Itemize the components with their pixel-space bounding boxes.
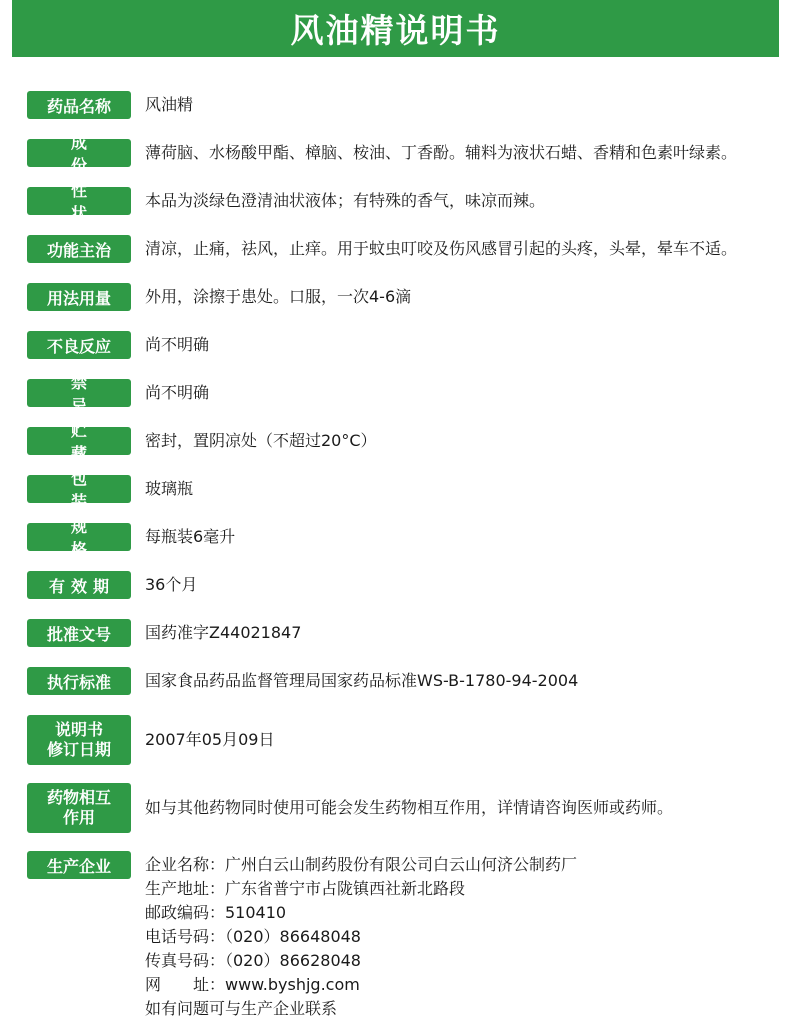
manufacturer-website: 网 址：www.byshjg.com bbox=[145, 975, 360, 994]
value-appearance: 本品为淡绿色澄清油状液体；有特殊的香气，味凉而辣。 bbox=[145, 191, 546, 210]
value-standard: 国家食品药品监督管理局国家药品标准WS-B-1780-94-2004 bbox=[145, 671, 579, 690]
manufacturer-postal-code: 邮政编码：510410 bbox=[145, 903, 287, 922]
page-title: 风油精说明书 bbox=[290, 11, 501, 50]
row-dosage bbox=[27, 283, 411, 311]
label-dosage: 用法用量 bbox=[27, 283, 131, 311]
label-approval-number: 批准文号 bbox=[27, 619, 131, 647]
value-dosage: 外用，涂擦于患处。口服，一次4-6滴 bbox=[145, 287, 412, 306]
value-approval-number: 国药准字Z44021847 bbox=[145, 623, 302, 642]
label-drug-interactions bbox=[27, 783, 131, 833]
value-packaging: 玻璃瓶 bbox=[145, 479, 194, 498]
manufacturer-phone: 电话号码：（020）86648048 bbox=[145, 927, 361, 946]
label-shelf-life: 有效期 bbox=[27, 571, 131, 599]
row-shelf-life bbox=[27, 571, 197, 599]
row-drug-name bbox=[27, 91, 193, 119]
manufacturer-company-name: 企业名称：广州白云山制药股份有限公司白云山何济公制药厂 bbox=[145, 855, 578, 874]
row-revision-date bbox=[27, 715, 274, 765]
label-storage: 贮 藏 bbox=[27, 427, 131, 455]
row-manufacturer bbox=[27, 851, 577, 1021]
value-adverse-reactions: 尚不明确 bbox=[145, 335, 210, 354]
row-approval-number bbox=[27, 619, 301, 647]
label-revision-date-line1: 说明书 bbox=[54, 720, 103, 739]
row-adverse-reactions bbox=[27, 331, 209, 359]
row-drug-interactions bbox=[27, 783, 673, 833]
row-storage bbox=[27, 421, 377, 463]
row-standard bbox=[27, 667, 578, 695]
label-appearance: 性 状 bbox=[27, 187, 131, 215]
label-ingredients: 成 份 bbox=[27, 139, 131, 167]
label-revision-date-line2: 修订日期 bbox=[46, 740, 111, 759]
value-drug-interactions: 如与其他药物同时使用可能会发生药物相互作用，详情请咨询医师或药师。 bbox=[145, 798, 674, 817]
label-packaging: 包 装 bbox=[27, 475, 131, 503]
value-revision-date: 2007年05月09日 bbox=[145, 730, 275, 749]
row-ingredients bbox=[27, 133, 738, 175]
value-storage: 密封，置阴凉处（不超过20°C） bbox=[145, 431, 377, 450]
row-indications bbox=[27, 235, 737, 263]
value-contraindications: 尚不明确 bbox=[145, 383, 210, 402]
label-drug-interactions-line1: 药物相互 bbox=[46, 788, 111, 807]
label-indications: 功能主治 bbox=[27, 235, 131, 263]
manufacturer-fax: 传真号码：（020）86628048 bbox=[145, 951, 361, 970]
page-header bbox=[12, 0, 779, 57]
label-drug-interactions-line2: 作用 bbox=[62, 808, 95, 827]
label-manufacturer: 生产企业 bbox=[27, 851, 131, 879]
row-contraindications bbox=[27, 373, 210, 415]
row-appearance bbox=[27, 181, 546, 223]
label-standard: 执行标准 bbox=[27, 667, 131, 695]
value-shelf-life: 36个月 bbox=[145, 575, 198, 594]
value-indications: 清凉，止痛，祛风，止痒。用于蚊虫叮咬及伤风感冒引起的头疼，头晕，晕车不适。 bbox=[145, 239, 738, 258]
value-specification: 每瓶装6毫升 bbox=[145, 527, 236, 546]
label-revision-date bbox=[27, 715, 131, 765]
value-ingredients: 薄荷脑、水杨酸甲酯、樟脑、桉油、丁香酚。辅料为液状石蜡、香精和色素叶绿素。 bbox=[145, 143, 738, 162]
manufacturer-address: 生产地址：广东省普宁市占陇镇西社新北路段 bbox=[145, 879, 466, 898]
row-packaging bbox=[27, 469, 194, 511]
value-drug-name: 风油精 bbox=[145, 95, 194, 114]
label-contraindications: 禁 忌 bbox=[27, 379, 131, 407]
row-specification bbox=[27, 517, 236, 559]
label-specification: 规 格 bbox=[27, 523, 131, 551]
label-drug-name: 药品名称 bbox=[27, 91, 131, 119]
manufacturer-contact-note: 如有问题可与生产企业联系 bbox=[145, 999, 338, 1018]
label-adverse-reactions: 不良反应 bbox=[27, 331, 131, 359]
manufacturer-details bbox=[145, 853, 577, 1021]
